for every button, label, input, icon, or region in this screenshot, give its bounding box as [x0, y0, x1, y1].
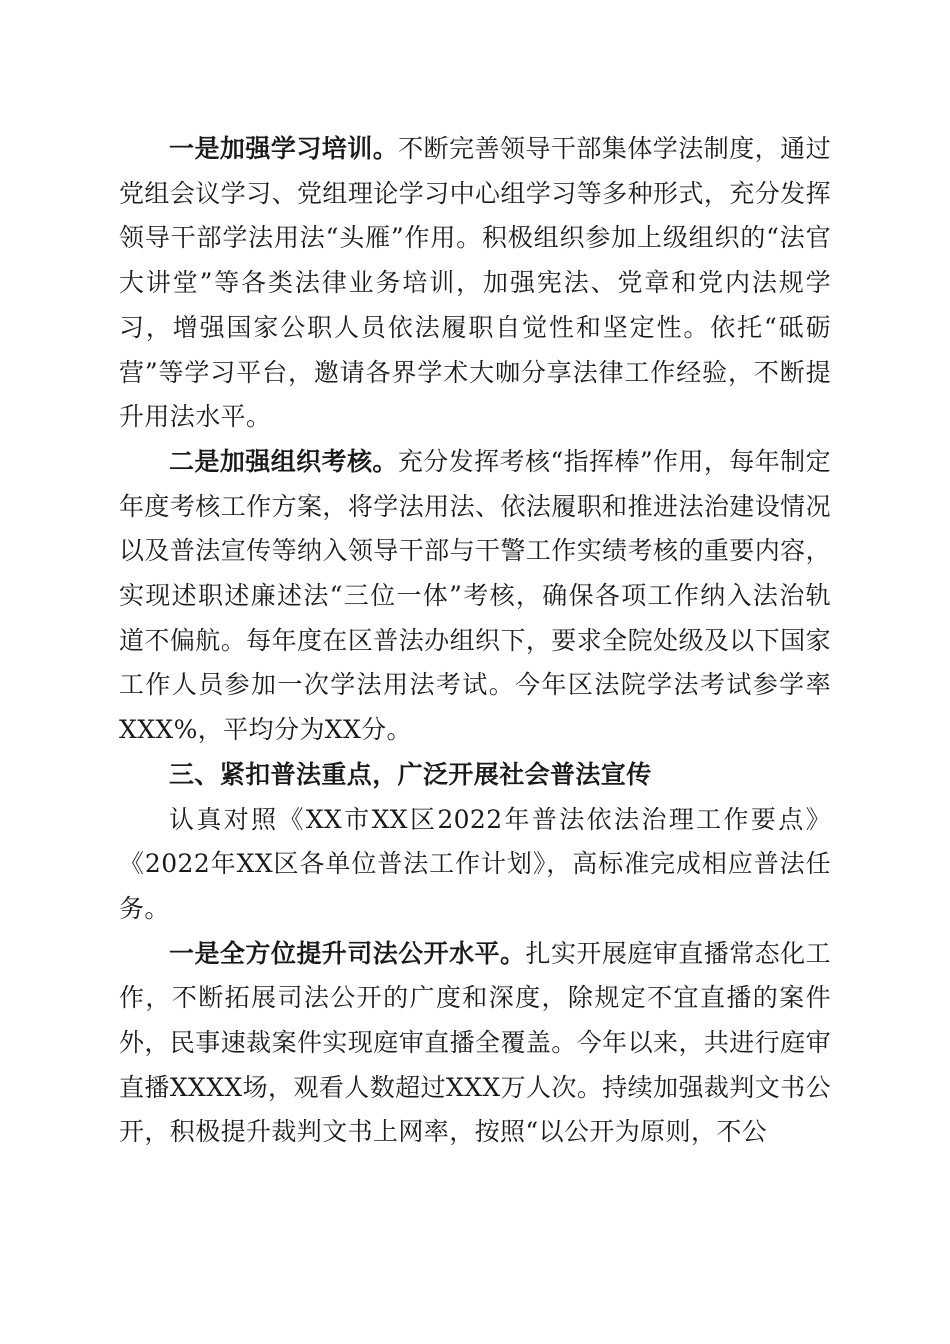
- paragraph-lead: 二是加强组织考核。: [169, 446, 398, 476]
- section-intro: 认真对照《XX市XX区2022年普法依法治理工作要点》《2022年XX区各单位普法工作计划》，高标准完成相应普法任务。: [119, 804, 831, 923]
- paragraph-judicial-openness: [119, 932, 831, 1156]
- paragraph-text: 充分发挥考核“指挥棒”作用，每年制定年度考核工作方案，将学法用法、依法履职和推进法治建设情况以及普法宣传等纳入领导干部与干警工作实绩考核的重要内容，实现述职述廉述法“三位一体”考核，确保各项工作纳入法治轨道不偏航。每年度在区普法办组织下，要求全院处级及以下国家工作人员参加一次学法用法考试。今年区法院学法考试参学率XXX%，平均分为XX分。: [119, 446, 831, 745]
- paragraph-text: 不断完善领导干部集体学法制度，通过党组会议学习、党组理论学习中心组学习等多种形式，充分发挥领导干部学法用法“头雁”作用。积极组织参加上级组织的“法官大讲堂”等各类法律业务培训，加强宪法、党章和党内法规学习，增强国家公职人员依法履职自觉性和坚定性。依托“砥砺营”等学习平台，邀请各界学术大咖分享法律工作经验，不断提升用法水平。: [119, 134, 831, 432]
- paragraph-study-training: [119, 127, 831, 440]
- paragraph-organization-assessment: [119, 440, 831, 753]
- paragraph-lead: 一是加强学习培训。: [169, 134, 399, 163]
- paragraph-lead: 一是全方位提升司法公开水平。: [169, 938, 526, 968]
- document-body: [119, 127, 831, 1155]
- section-heading: 三、紧扣普法重点，广泛开展社会普法宣传: [169, 759, 652, 789]
- paragraph-text: 扎实开展庭审直播常态化工作，不断拓展司法公开的广度和深度，除规定不宜直播的案件外，民事速裁案件实现庭审直播全覆盖。今年以来，共进行庭审直播XXXX场，观看人数超过XXX万人次。持续加强裁判文书公开，积极提升裁判文书上网率，按照“以公开为原则，不公: [119, 938, 831, 1147]
